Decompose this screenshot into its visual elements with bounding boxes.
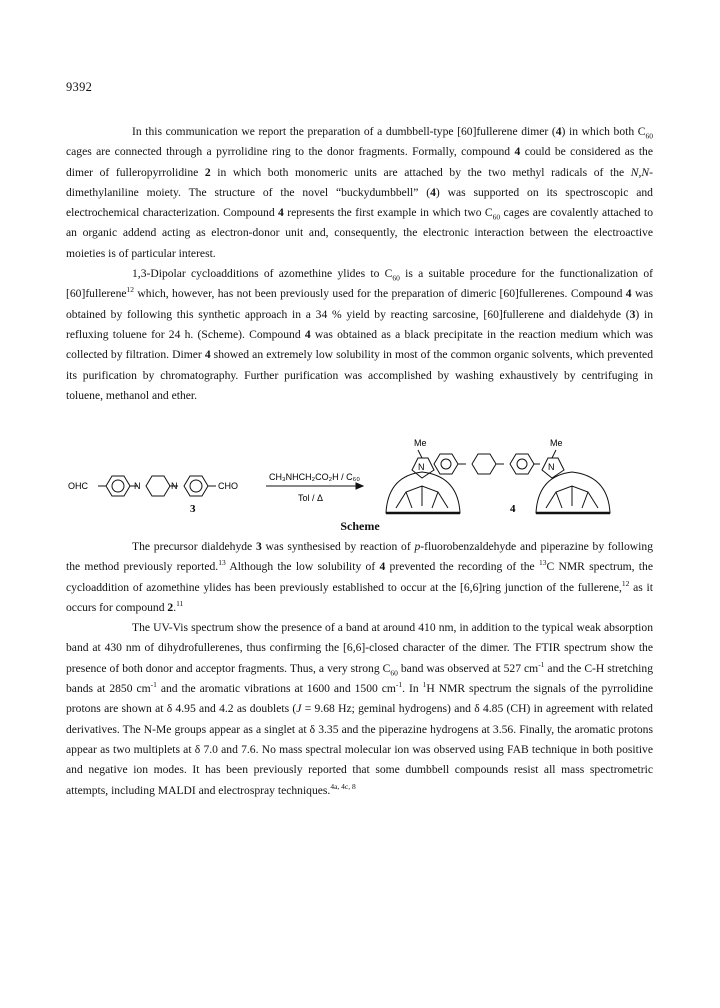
body-text-upper (66, 122, 653, 406)
benzene-ring-4 (510, 454, 534, 474)
paragraph-1: In this communication we report the preparation of a dumbbell-type [60]fullerene dimer (4) in which both $C_{60}$ cages are connected through a pyrrolidine ring to the donor fragments. Formally, compound 4 could be considered as the dimer of fulleropyrrolidine 2 in which both monomeric units are attached by the two methyl radicals of the N,N-dimethylaniline moiety. The structure of the novel “buckydumbbell” (4) was supported on its spectroscopic and electrochemical characterization. Compound 4 represents the first example in which two $C_{60}$ cages are covalently attached to an organic addend acting as electron-donor unit and, consequently, the electronic interaction between the electroactive moieties is of particular interest. (66, 125, 654, 260)
benzene-ring-1 (106, 476, 130, 496)
n-label-2: N (171, 481, 178, 491)
piperazine-ring (146, 476, 170, 496)
body-text-lower (66, 537, 653, 801)
me-label-left: Me (414, 438, 427, 448)
paragraph-2: 1,3-Dipolar cycloadditions of azomethine ylides to $C_{60}$ is a suitable procedure for the functionalization of [60]fullerene$^{12}$ which, however, has not been previously used for the preparation of dimeric [60]fullerenes. Compound 4 was obtained by following this synthetic approach in a 34 % yield by reacting sarcosine, [60]fullerene and dialdehyde (3) in refluxing toluene for 24 h. (Scheme). Compound 4 was obtained as a black precipitate in the reaction medium which was collected by filtration. Dimer 4 showed an extremely low solubility in most of the common organic solvents, which prevented its purification by chromatography. Further purification was accomplished by washing exhaustively by centrifuging in toluene, methanol and ether. (66, 267, 653, 402)
compound-4-label: 4 (510, 503, 516, 515)
n-label-1: N (134, 481, 141, 491)
paragraph-4: The UV-Vis spectrum show the presence of a band at around 410 nm, in addition to the typical weak absorption band at 430 nm of dihydrofullerenes, thus confirming the [6,6]-closed character of the dimer. The FTIR spectrum show the presence of both donor and acceptor fragments. Thus, a very strong $C_{60}$ band was observed at 527 $cm^{-1}$ and the C-H stretching bands at 2850 $cm^{-1}$ and the aromatic vibrations at 1600 and 1500 $cm^{-1}$. In $^1$H NMR spectrum the signals of the pyrrolidine protons are shown at δ 4.95 and 4.2 as doublets (J = 9.68 Hz; geminal hydrogens) and δ 4.85 (CH) in agreement with related derivatives. The N-Me groups appear as a singlet at δ 3.35 and the piperazine hydrogens at 3.56. Finally, the aromatic protons appear as two multiplets at δ 7.0 and 7.6. No mass spectral molecular ion was observed using FAB technique in both positive and negative ion modes. It has been previously reported that some dumbbell compounds resist all mass spectrometric attempts, including MALDI and electrospray techniques.$^{4a, 4c, 8}$ (66, 621, 654, 797)
benzene-ring-2 (184, 476, 208, 496)
paragraph-3: The precursor dialdehyde 3 was synthesised by reaction of p-fluorobenzaldehyde and piperazine by following the method previously reported.$^{13}$ Although the low solubility of 4 prevented the recording of the $^{13}$C NMR spectrum, the cycloaddition of azomethine ylides has been previously established to occur at the [6,6]ring junction of the fullerene,$^{12}$ as it occurs for compound 2.11 (66, 540, 653, 614)
cho-label: CHO (218, 481, 238, 491)
reagent-top: CH₃NHCH₂CO₂H / C₆₀ (269, 472, 361, 482)
n-label-4: N (548, 462, 555, 472)
reagent-bottom: Tol / Δ (298, 493, 324, 503)
reaction-scheme (66, 438, 653, 518)
page-number: 9392 (66, 80, 93, 94)
compound-3-label: 3 (190, 503, 196, 515)
ohc-label: OHC (68, 481, 88, 491)
piperazine-ring-2 (472, 454, 496, 474)
me-label-right: Me (550, 438, 563, 448)
n-label-3: N (418, 462, 425, 472)
scheme-title: Scheme (340, 519, 380, 533)
benzene-ring-3 (434, 454, 458, 474)
